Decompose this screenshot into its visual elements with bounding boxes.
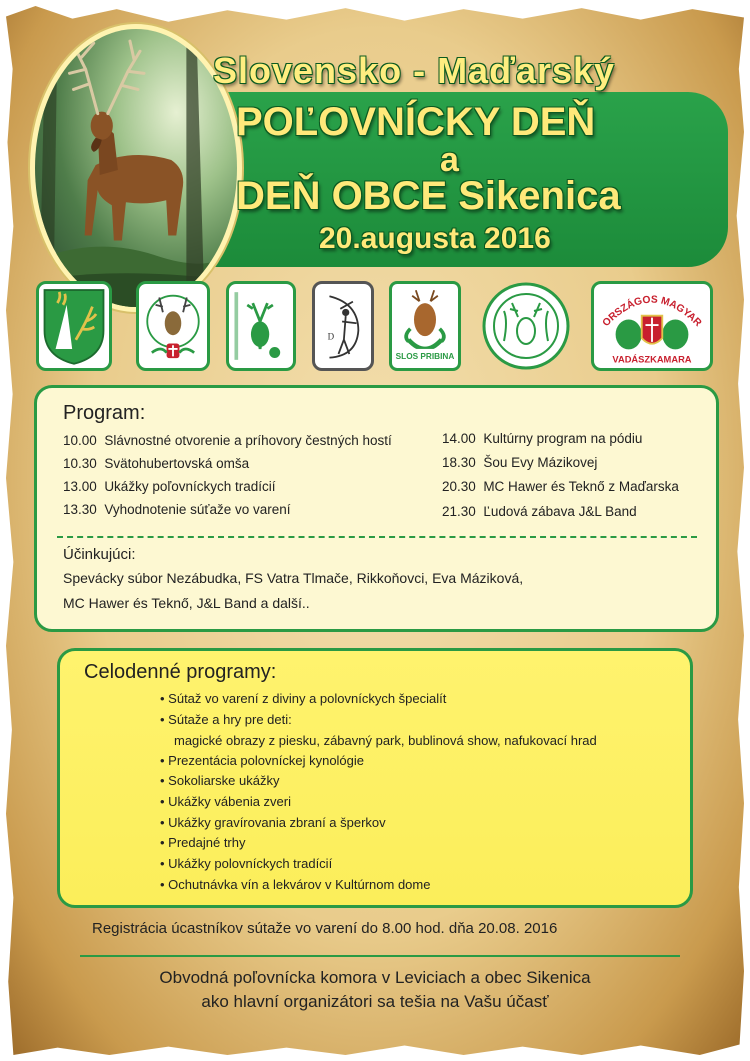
program-item: 13.30 Vyhodnotenie súťaže vo varení <box>63 502 291 517</box>
footer-organizers: Obvodná poľovnícka komora v Leviciach a obec Sikenica <box>159 968 591 987</box>
footer-divider <box>80 955 680 957</box>
allday-programs-box <box>57 648 693 908</box>
allday-item: • Ukážky vábenia zveri <box>160 794 291 809</box>
sikenica-coat-of-arms-icon <box>39 284 109 368</box>
allday-heading: Celodenné programy: <box>84 661 277 683</box>
program-box <box>34 385 719 632</box>
program-heading: Program: <box>63 402 146 424</box>
program-item: 10.30 Svätohubertovská omša <box>63 456 250 471</box>
allday-item: • Sútaž vo varení z diviny a polovníckych špecialít <box>160 691 446 706</box>
vadaszkamara-bottom-text: VADÁSZKAMARA <box>612 354 692 365</box>
logo-orszagos-magyar-vadaszati-vedegylet <box>478 281 574 371</box>
program-divider <box>57 536 697 538</box>
logo-slovensky-polovnicky-zvaz <box>226 281 296 371</box>
program-item: 10.00 Slávnostné otvorenie a príhovory čestných hostí <box>63 433 392 448</box>
performers-line: MC Hawer és Teknő, J&L Band a další.. <box>63 595 310 611</box>
allday-item: • Ukážky gravírovania zbraní a šperkov <box>160 815 386 830</box>
program-item: 18.30 Šou Evy Mázikovej <box>442 455 598 470</box>
vadaszkamara-top-text: ORSZÁGOS MAGYAR <box>600 294 704 329</box>
allday-kids-detail: magické obrazy z piesku, zábavný park, bublinová show, nafukovací hrad <box>174 733 597 748</box>
title-line-3: a <box>440 141 459 179</box>
program-item: 21.30 Ľudová zábava J&L Band <box>442 504 637 519</box>
logo-diana <box>312 281 374 371</box>
program-item: 14.00 Kultúrny program na pódiu <box>442 431 643 446</box>
registration-note: Registrácia úcastníkov sútaže vo varení do 8.00 hod. dňa 20.08. 2016 <box>92 920 558 937</box>
stag-icon <box>35 29 237 307</box>
logo-sikenica-coat-of-arms <box>36 281 112 371</box>
logo-orszagos-magyar-vadaszkamara <box>591 281 713 371</box>
stag-painting <box>35 29 237 307</box>
allday-item: • Ukážky polovníckych tradícií <box>160 856 332 871</box>
stag-painting-frame <box>30 24 242 312</box>
slovenska-polovnicka-komora-logo <box>139 284 207 368</box>
svg-text:D: D <box>327 331 335 342</box>
event-date: 20.augusta 2016 <box>319 222 551 255</box>
performers-heading: Účinkujúci: <box>63 546 136 563</box>
slos-pribina-logo <box>392 284 458 368</box>
performers-line: Spevácky súbor Nezábudka, FS Vatra Tlmače, Rikkoňovci, Eva Máziková, <box>63 570 524 586</box>
logo-slovenska-polovnicka-komora <box>136 281 210 371</box>
allday-item: • Sútaže a hry pre deti: <box>160 712 292 727</box>
orszagos-magyar-vadaszati-vedegylet-logo <box>478 281 574 371</box>
logo-slos-pribina <box>389 281 461 371</box>
title-line-2: POĽOVNÍCKY DEŇ <box>236 100 596 144</box>
diana-logo <box>315 284 371 368</box>
allday-item: • Predajné trhy <box>160 835 246 850</box>
allday-item: • Prezentácia polovníckej kynológie <box>160 753 364 768</box>
svg-text:SLOS PRIBINA: SLOS PRIBINA <box>395 352 455 361</box>
slovensky-polovnicky-zvaz-logo <box>229 284 293 368</box>
program-item: 20.30 MC Hawer és Teknő z Maďarska <box>442 479 679 494</box>
title-line-4: DEŇ OBCE Sikenica <box>236 174 621 218</box>
title-line-1: Slovensko - Maďarský <box>213 50 616 91</box>
program-item: 13.00 Ukážky poľovníckych tradícií <box>63 479 276 494</box>
allday-item: • Ochutnávka vín a lekvárov v Kultúrnom dome <box>160 877 430 892</box>
footer-invitation: ako hlavní organizátori sa tešia na Vašu účasť <box>201 992 549 1011</box>
allday-item: • Sokoliarske ukážky <box>160 773 279 788</box>
orszagos-magyar-vadaszkamara-logo <box>594 284 710 368</box>
